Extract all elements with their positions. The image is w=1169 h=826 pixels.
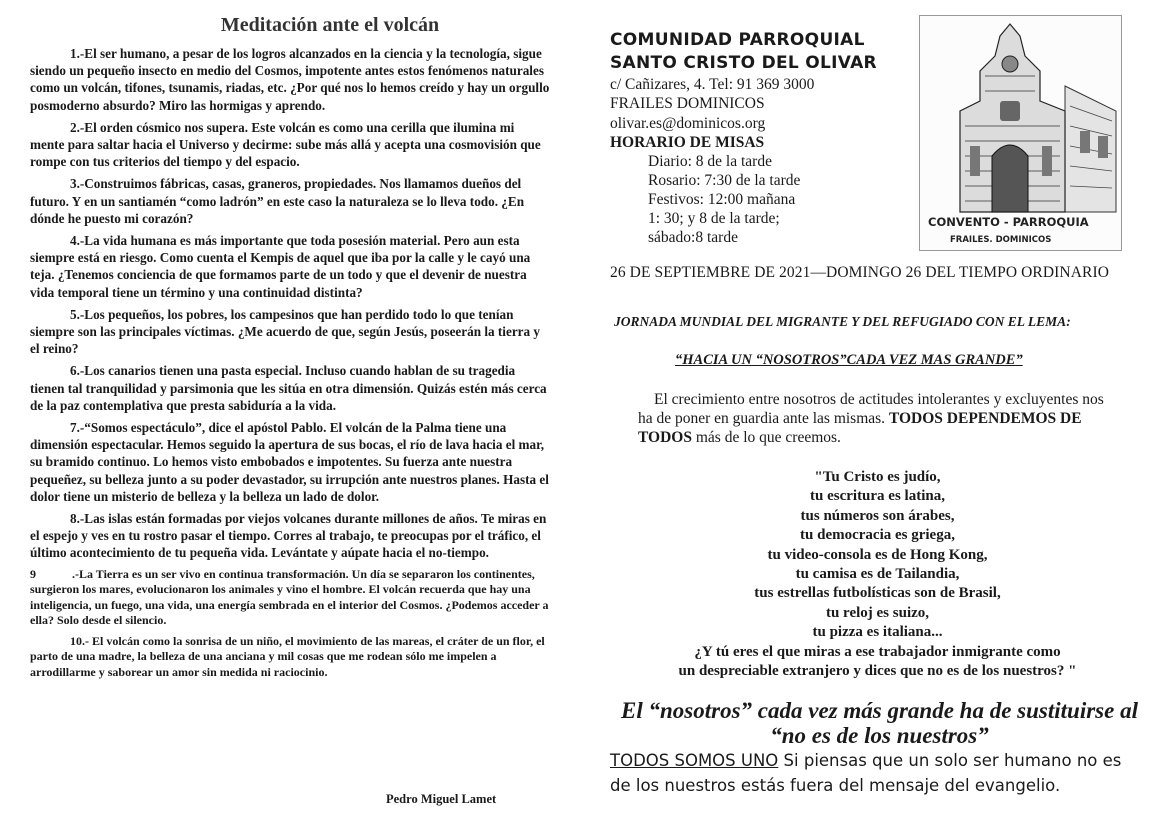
schedule-holidays-times: 1: 30; y 8 de la tarde; [648,210,780,227]
schedule-holidays: Festivos: 12:00 mañana [648,191,796,208]
author-signature: Pedro Miguel Lamet [386,792,497,806]
church-drawing-icon [920,16,1121,250]
paragraph-2: 2.-El orden cósmico nos supera. Este volcán es como una cerilla que ilumina mi mente para saltar hacia el Universo y decirme: sube más allá y acepta una cosmovisión que rompe con tus criterios del tiempo y del espacio. [30,119,541,170]
paragraph-6: 6.-Los canarios tienen una pasta especial. Incluso cuando hablan de su tragedia tienen tal tranquilidad y parsimonia que les sitúa en otra dimensión. Quizás estén más cerca de la paz contemplativa que presta sabiduría a la vida. [30,363,547,413]
schedule-rosary: Rosario: 7:30 de la tarde [648,172,801,189]
paragraph-5: 5.-Los pequeños, los pobres, los campesinos que han perdido todo lo que tenían siempre son las principales víctimas. ¿Me acuerdo de que, según Jesús, poseerán la tierra y el reino? [30,306,541,357]
closing-paragraph: TODOS SOMOS UNO Si piensas que un solo ser humano no es de los nuestros estás fuera del mensaje del evangelio. [610,751,1122,795]
slogan-line-1: El “nosotros” cada vez más grande ha de sustituirse al [621,698,1138,723]
closing-emphasis: TODOS SOMOS UNO [610,751,779,770]
jornada-heading: JORNADA MUNDIAL DEL MIGRANTE Y DEL REFUGIADO CON EL LEMA: [614,314,1071,329]
lema-heading: “HACIA UN “NOSOTROS”CADA VEZ MAS GRANDE” [675,352,1023,368]
paragraph-7: 7.-“Somos espectáculo”, dice el apóstol Pablo. El volcán de la Palma tiene una dimensión espectacular. Hemos seguido la apertura de sus bocas, el río de lava hacia el mar, su bramido continuo. Lo hemos visto embobados e impotentes. Su fuerza ante nuestra pequeñez, su belleza junto a su poder devastador, su irrupción ante nuestros planes. Hasta el dolor tiene un misterio de belleza y la belleza un lado de dolor. [30,420,549,504]
meditation-column [30,14,550,685]
meditation-title: Meditación ante el volcán [220,14,440,36]
intro-paragraph: El crecimiento entre nosotros de actitudes intolerantes y excluyentes nos ha de poner en guardia ante las mismas. TODOS DEPENDEMOS DE TODOS más de lo que creemos. [638,391,1104,446]
paragraph-8: 8.-Las islas están formadas por viejos volcanes durante millones de años. Te miras en el espejo y ves en tu rostro pasar el tiempo. Corres al trabajo, te preocupas por el tráfico, el último acontecimiento de tu pequeña vida. Levántate y aúpate hacia el no-tiempo. [30,511,547,561]
intro-emphasis: TODOS DEPENDEMOS DE TODOS [638,410,1082,446]
poem-line: tu pizza es italiana... [812,624,943,641]
org-name-line2: SANTO CRISTO DEL OLIVAR [610,53,877,73]
poem-line: tu escritura es latina, [810,488,945,505]
slogan [612,698,1147,748]
poem-line: un despreciable extranjero y dices que no es de los nuestros? " [678,663,1077,680]
paragraph-1: 1.-El ser humano, a pesar de los logros alcanzados en la ciencia y la tecnología, sigue siendo un pequeño insecto en medio del Cosmos, impotente antes estos fenómenos naturales como un volcán, tifones, tsunamis, riadas, etc. ¿Por qué nos lo hemos creído y hay un orgullo posmoderno absurdo? Miro las hormigas y aprendo. [30,46,550,113]
poem-block [610,468,1145,681]
address: c/ Cañizares, 4. Tel: 91 369 3000 [610,76,815,93]
schedule-saturday: sábado:8 tarde [648,229,738,246]
poem-line: tu camisa es de Tailandia, [795,566,960,583]
date-line: 26 DE SEPTIEMBRE DE 2021—DOMINGO 26 DEL TIEMPO ORDINARIO [610,264,1110,281]
poem-line: "Tu Cristo es judío, [814,469,941,485]
slogan-line-2: “no es de los nuestros” [770,723,989,748]
friars-line: FRAILES DOMINICOS [610,95,765,112]
paragraph-10: 10.- El volcán como la sonrisa de un niño, el movimiento de las mareas, el cráter de un flor, el parto de una madre, la belleza de una anciana y mil cosas que me rodean sólo me impelen a arrodillarme y saborear un amor sin medida ni raciocinio. [30,633,545,679]
schedule-daily: Diario: 8 de la tarde [648,153,772,170]
email-link[interactable]: olivar.es@dominicos.org [610,115,766,132]
sketch-caption-2: FRAILES. DOMINICOS [950,235,1052,245]
poem-line: tus estrellas futbolísticas son de Brasil, [754,585,1001,602]
poem-line: tu democracia es griega, [800,527,955,544]
poem-line: ¿Y tú eres el que miras a ese trabajador inmigrante como [694,643,1061,660]
poem-line: tu video-consola es de Hong Kong, [767,546,988,563]
paragraph-3: 3.-Construimos fábricas, casas, graneros, propiedades. Nos llamamos dueños del futuro. Y en un santiamén “como ladrón” en este caso la naturaleza se lo lleva todo. ¿En dónde he puesto mi corazón? [30,176,525,226]
paragraph-9: 9 .-La Tierra es un ser vivo en continua transformación. Un día se separaron los continentes, surgieron los mares, evolucionaron los animales y vino el hombre. El volcán recuerda que hay una inteligencia, un fuego, una vida, una energía sembrada en el interior del Cosmos. ¿Podemos acceder a ella? Solo desde el silencio. [30,566,549,628]
poem-line: tus números son árabes, [800,507,955,524]
org-name-line1: COMUNIDAD PARROQUIAL [610,30,865,50]
church-sketch-image [919,15,1122,251]
sketch-caption-1: CONVENTO - PARROQUIA [928,215,1089,229]
poem-line: tu reloj es suizo, [825,604,930,621]
paragraph-4: 4.-La vida humana es más importante que toda posesión material. Pero aun esta siempre está en riesgo. Como cuenta el Kempis de aquel que iba por la calle y le cayó una teja. ¿Tenemos conciencia de que formamos parte de un todo y que el devenir de nuestra vida temporal tiene un término y una continuidad distinta? [30,233,531,300]
mass-schedule-heading: HORARIO DE MISAS [610,134,765,151]
